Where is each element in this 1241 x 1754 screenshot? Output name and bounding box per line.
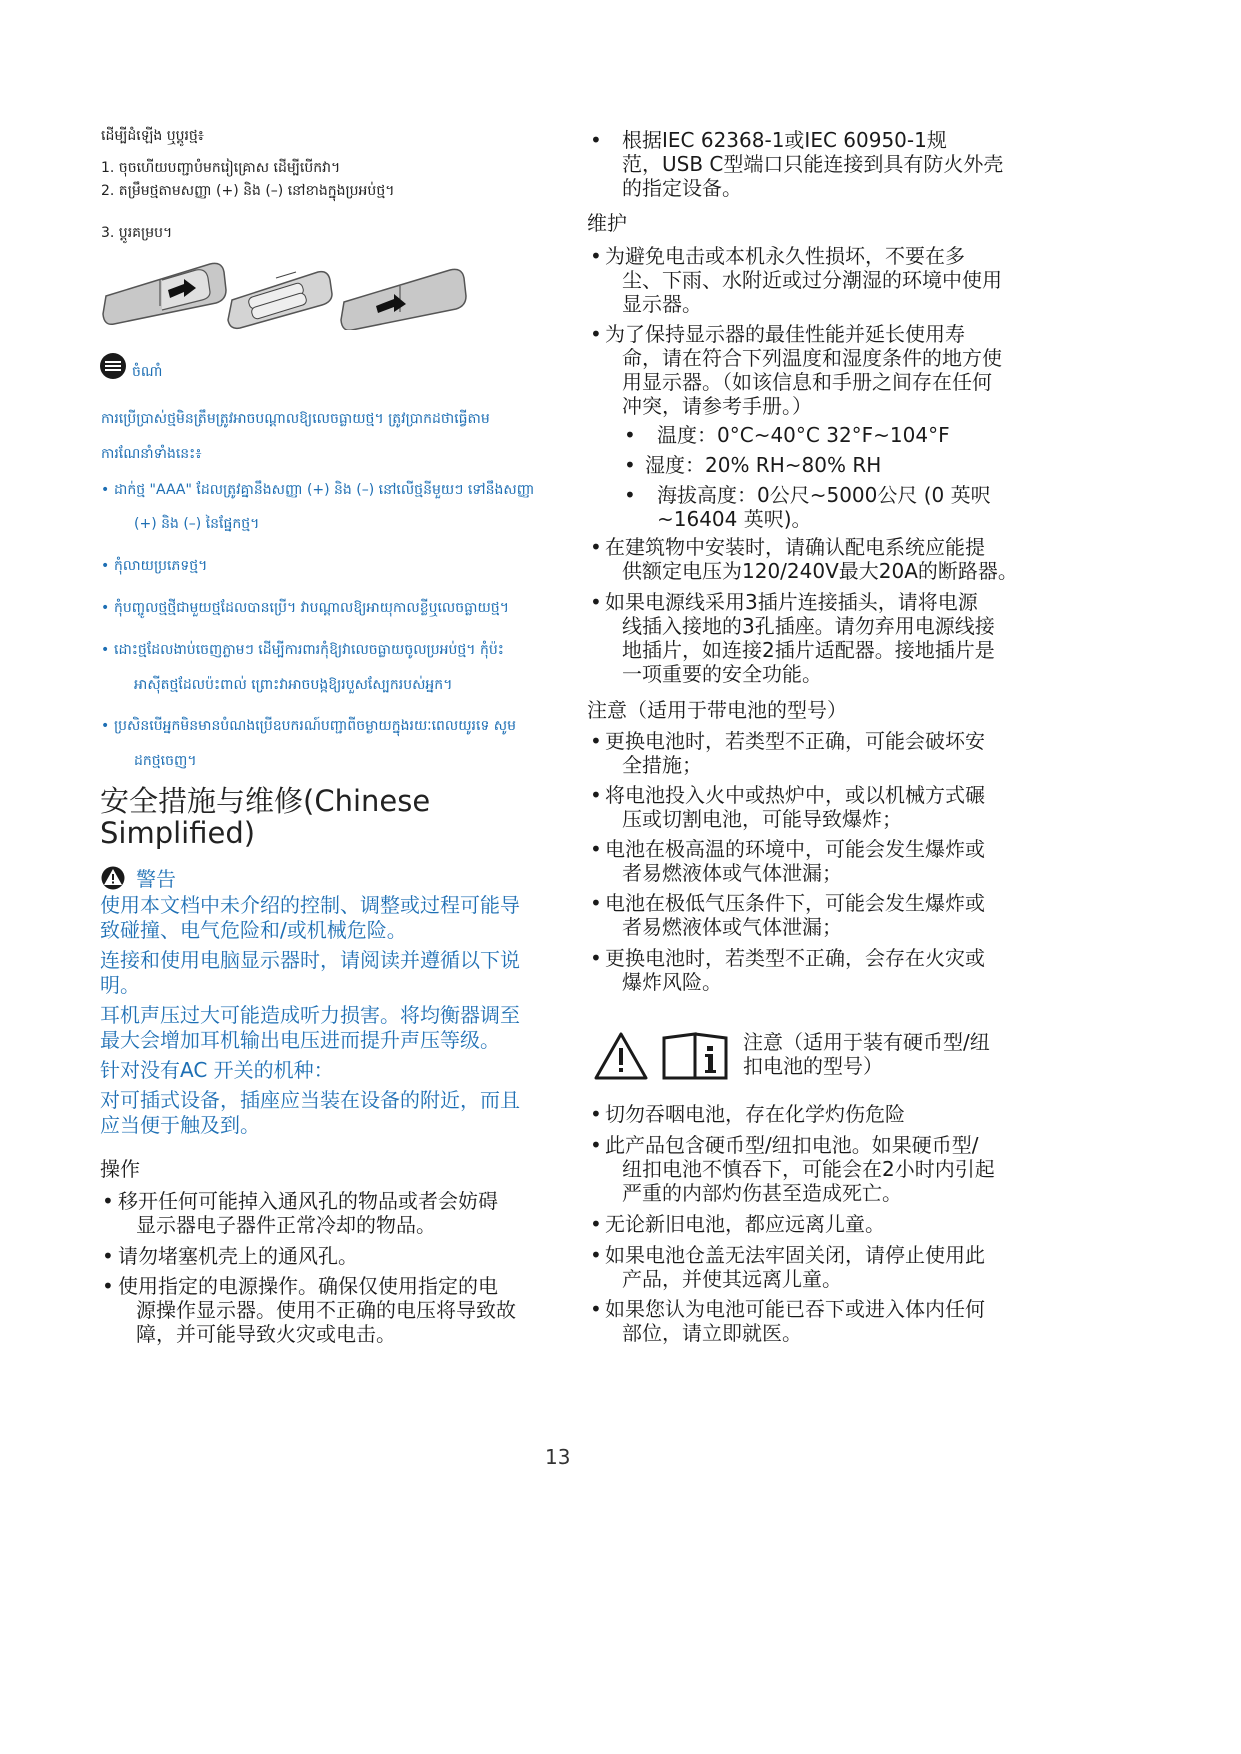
battery-heading: 注意（适用于带电池的型号） — [587, 698, 847, 722]
bullet-dot: • — [102, 1244, 114, 1268]
warning-icon — [99, 866, 127, 890]
manual-book-icon — [664, 1034, 726, 1078]
bullet-dot: • — [590, 535, 602, 559]
battery-bullet-1-line-1: 更换电池时，若类型不正确，可能会破坏安 — [605, 729, 985, 753]
bullet-dot: • — [624, 483, 636, 507]
bullet-dot: • — [590, 1243, 602, 1267]
km-bullet-dot: • — [101, 642, 110, 658]
ops-bullet-3-line-3: 障，并可能导致火灾或电击。 — [136, 1322, 396, 1346]
km-bullet-1-line-1: ដាក់ថ្ម "AAA" ដែលត្រូវគ្នានឹងសញ្ញា (+) និង (–) នៅលើថ្មនីមួយៗ ទៅនឹងសញ្ញា — [114, 482, 535, 498]
battery-replace-illustration — [100, 250, 470, 330]
km-bullet-3: កុំបញ្ចូលថ្មថ្មីជាមួយថ្មដែលបានប្រើ។ វាបណ្តាលឱ្យអាយុកាលខ្លីឬលេចធ្លាយថ្ម។ — [114, 600, 509, 616]
bullet-dot: • — [590, 244, 602, 268]
battery-bullet-2-line-2: 压或切割电池，可能导致爆炸； — [622, 807, 902, 831]
remote-open-illustration — [103, 263, 226, 324]
coin-bullet-2-line-2: 纽扣电池不慎吞下，可能会在2小时内引起 — [622, 1157, 995, 1181]
condition-temperature: 温度：0°C~40°C 32°F~104°F — [657, 423, 950, 447]
ops-bullet-1-line-1: 移开任何可能掉入通风孔的物品或者会妨碍 — [118, 1189, 498, 1213]
maint-bullet-2-line-4: 冲突，请参考手册。） — [622, 394, 812, 418]
coin-heading-line-2: 扣电池的型号） — [743, 1054, 883, 1078]
maint-bullet-4-line-1: 如果电源线采用3插片连接插头，请将电源 — [605, 590, 978, 614]
ops-bullet-2: 请勿堵塞机壳上的通风孔。 — [118, 1244, 358, 1268]
km-step-1: 1. ចុចហើយបញ្ជាបំមករៀគ្រោស ដើម្បីបើកវា។ — [101, 160, 341, 176]
warning-para-5-line-1: 对可插式设备，插座应当装在设备的附近，而且 — [100, 1088, 520, 1112]
maint-bullet-2-line-3: 用显示器。（如该信息和手册之间存在任何 — [622, 370, 992, 394]
warning-para-2-line-1: 连接和使用电脑显示器时，请阅读并遵循以下说 — [100, 948, 520, 972]
maint-bullet-3-line-1: 在建筑物中安装时，请确认配电系统应能提 — [605, 535, 985, 559]
maint-bullet-3-line-2: 供额定电压为120/240V最大20A的断路器。 — [622, 559, 1018, 583]
condition-altitude-line-2: ~16404 英呎)。 — [657, 507, 812, 531]
bullet-dot: • — [590, 322, 602, 346]
coin-bullet-2-line-3: 严重的内部灼伤甚至造成死亡。 — [622, 1181, 902, 1205]
km-step-3: 3. ប្តូរគម្រប។ — [101, 225, 173, 241]
warning-para-3-line-2: 最大会增加耳机输出电压进而提升声压等级。 — [100, 1028, 500, 1052]
coin-bullet-3: 无论新旧电池，都应远离儿童。 — [605, 1212, 885, 1236]
bullet-dot: • — [624, 453, 636, 477]
bullet-dot: • — [590, 783, 602, 807]
coin-bullet-5-line-2: 部位，请立即就医。 — [622, 1321, 802, 1345]
battery-bullet-5-line-1: 更换电池时，若类型不正确，会存在火灾或 — [605, 946, 985, 970]
coin-bullet-5-line-1: 如果您认为电池可能已吞下或进入体内任何 — [605, 1297, 985, 1321]
coin-bullet-1: 切勿吞咽电池，存在化学灼伤危险 — [605, 1102, 905, 1126]
bullet-dot: • — [102, 1189, 114, 1213]
km-bullet-5-line-2: ដកថ្មចេញ។ — [134, 753, 197, 769]
battery-bullet-4-line-1: 电池在极低气压条件下，可能会发生爆炸或 — [605, 891, 985, 915]
section-title-line-2: Simplified) — [100, 816, 256, 850]
bullet-dot: • — [590, 1133, 602, 1157]
bullet-dot: • — [590, 590, 602, 614]
battery-bullet-2-line-1: 将电池投入火中或热炉中，或以机械方式碾 — [605, 783, 985, 807]
maint-bullet-4-line-4: 一项重要的安全功能。 — [622, 662, 822, 686]
maint-bullet-1-line-2: 尘、下雨、水附近或过分潮湿的环境中使用 — [622, 268, 1002, 292]
iec-bullet-line-3: 的指定设备。 — [622, 176, 742, 200]
coin-bullet-4-line-2: 产品，并使其远离儿童。 — [622, 1267, 842, 1291]
km-install-title: ដើម្បីដំឡើង ឬប្តូរថ្ម៖ — [101, 128, 204, 144]
warning-para-5-line-2: 应当便于触及到。 — [100, 1113, 260, 1137]
battery-bullet-3-line-1: 电池在极高温的环境中，可能会发生爆炸或 — [605, 837, 985, 861]
bullet-dot: • — [102, 1274, 114, 1298]
maint-bullet-1-line-3: 显示器。 — [622, 292, 702, 316]
km-bullet-dot: • — [101, 718, 110, 734]
battery-bullet-4-line-2: 者易燃液体或气体泄漏； — [622, 915, 842, 939]
maint-bullet-2-line-1: 为了保持显示器的最佳性能并延长使用寿 — [605, 322, 965, 346]
warning-para-2-line-2: 明。 — [100, 973, 140, 997]
section-title-line-1: 安全措施与维修(Chinese — [100, 784, 431, 818]
coin-bullet-2-line-1: 此产品包含硬币型/纽扣电池。如果硬币型/ — [605, 1133, 979, 1157]
bullet-dot: • — [590, 1102, 602, 1126]
bullet-dot: • — [590, 128, 602, 152]
maint-bullet-4-line-2: 线插入接地的3孔插座。请勿弃用电源线接 — [622, 614, 995, 638]
maint-bullet-4-line-3: 地插片，如连接2插片适配器。接地插片是 — [622, 638, 995, 662]
km-note-line-2: ការណែនាំទាំងនេះ៖ — [101, 446, 202, 462]
warning-para-1-line-1: 使用本文档中未介绍的控制、调整或过程可能导 — [100, 893, 520, 917]
iec-bullet-line-2: 范，USB C型端口只能连接到具有防火外壳 — [622, 152, 1004, 176]
maint-bullet-2-line-2: 命，请在符合下列温度和湿度条件的地方使 — [622, 346, 1002, 370]
km-bullet-dot: • — [101, 600, 110, 616]
maint-bullet-1-line-1: 为避免电击或本机永久性损坏，不要在多 — [605, 244, 965, 268]
km-bullet-dot: • — [101, 482, 110, 498]
page-number: 13 — [545, 1445, 571, 1469]
km-bullet-2: កុំលាយប្រភេទថ្ម។ — [114, 558, 208, 574]
note-icon — [100, 353, 126, 379]
caution-manual-icons — [594, 1030, 734, 1082]
ops-bullet-3-line-1: 使用指定的电源操作。确保仅使用指定的电 — [118, 1274, 498, 1298]
km-bullet-4-line-2: អាស៊ីតថ្មដែលប៉ះពាល់ ព្រោះវាអាចបង្កឱ្យរបួសស្បែករបស់អ្នក។ — [134, 677, 453, 693]
bullet-dot: • — [590, 1212, 602, 1236]
bullet-dot: • — [624, 423, 636, 447]
condition-humidity: 湿度：20% RH~80% RH — [645, 453, 882, 477]
warning-label: 警告 — [136, 867, 176, 891]
battery-bullet-1-line-2: 全措施； — [622, 753, 702, 777]
km-bullet-4-line-1: ដោះថ្មដែលងាប់ចេញភ្លាមៗ ដើម្បីការពារកុំឱ្យវាលេចធ្លាយចូលប្រអប់ថ្ម។ កុំប៉ះ — [114, 642, 504, 658]
maint-heading: 维护 — [587, 211, 627, 235]
iec-bullet-line-1: 根据IEC 62368-1或IEC 60950-1规 — [622, 128, 947, 152]
note-label: ចំណាំ — [132, 364, 163, 380]
battery-bullet-5-line-2: 爆炸风险。 — [622, 970, 722, 994]
coin-bullet-4-line-1: 如果电池仓盖无法牢固关闭，请停止使用此 — [605, 1243, 985, 1267]
coin-heading-line-1: 注意（适用于装有硬币型/纽 — [743, 1030, 990, 1054]
condition-altitude-line-1: 海拔高度：0公尺~5000公尺 (0 英呎 — [657, 483, 991, 507]
remote-battery-illustration — [228, 272, 332, 329]
warning-para-3-line-1: 耳机声压过大可能造成听力损害。将均衡器调至 — [100, 1003, 520, 1027]
warning-para-1-line-2: 致碰撞、电气危险和/或机械危险。 — [100, 918, 407, 942]
battery-bullet-3-line-2: 者易燃液体或气体泄漏； — [622, 861, 842, 885]
remote-close-illustration — [341, 269, 466, 330]
km-bullet-dot: • — [101, 558, 110, 574]
bullet-dot: • — [590, 837, 602, 861]
km-bullet-1-line-2: (+) និង (–) នៃផ្នែកថ្ម។ — [134, 516, 260, 532]
warning-para-4: 针对没有AC 开关的机种： — [100, 1058, 334, 1082]
ops-bullet-3-line-2: 源操作显示器。使用不正确的电压将导致故 — [136, 1298, 516, 1322]
ops-heading: 操作 — [100, 1157, 140, 1181]
km-note-line-1: ការប្រើប្រាស់ថ្មមិនត្រឹមត្រូវអាចបណ្តាលឱ្យលេចធ្លាយថ្ម។ ត្រូវប្រាកដថាធ្វើតាម — [101, 411, 490, 427]
km-bullet-5-line-1: ប្រសិនបើអ្នកមិនមានបំណងប្រើឧបករណ៍បញ្ជាពីចម្ងាយក្នុងរយៈពេលយូរទេ សូម — [114, 718, 516, 734]
ops-bullet-1-line-2: 显示器电子器件正常冷却的物品。 — [136, 1213, 436, 1237]
bullet-dot: • — [590, 729, 602, 753]
bullet-dot: • — [590, 1297, 602, 1321]
km-step-2: 2. តម្រឹមថ្មតាមសញ្ញា (+) និង (–) នៅខាងក្នុងប្រអប់ថ្ម។ — [101, 183, 395, 199]
bullet-dot: • — [590, 891, 602, 915]
caution-triangle-icon — [596, 1034, 646, 1078]
bullet-dot: • — [590, 946, 602, 970]
